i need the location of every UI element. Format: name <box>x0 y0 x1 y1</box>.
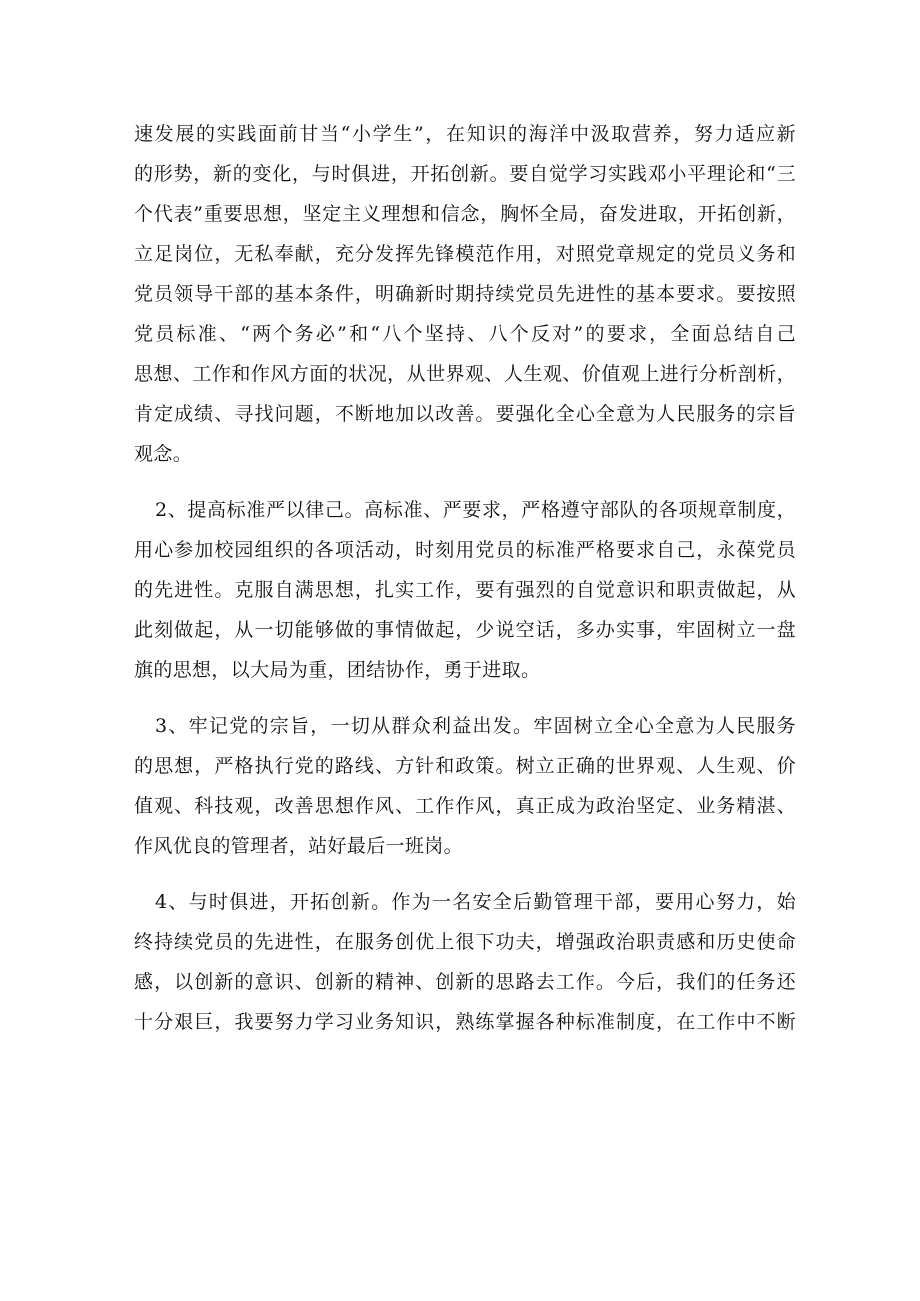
text-line: 速发展的实践面前甘当“小学生”，在知识的海洋中汲取营养，努力适应新 <box>134 123 796 145</box>
paragraph-gap <box>134 866 796 882</box>
text-line: 的形势，新的变化，与时俱进，开拓创新。要自觉学习实践邓小平理论和“三 <box>134 163 796 185</box>
paragraph-gap <box>134 474 796 490</box>
paragraph <box>134 490 796 690</box>
text-line: 用心参加校园组织的各项活动，时刻用党员的标准严格要求自己，永葆党员 <box>134 539 796 561</box>
text-line: 立足岗位，无私奉献，充分发挥先锋模范作用，对照党章规定的党员义务和 <box>134 243 796 265</box>
text-line: 终持续党员的先进性，在服务创优上很下功夫，增强政治职责感和历史使命 <box>134 931 796 953</box>
text-line: 肯定成绩、寻找问题，不断地加以改善。要强化全心全意为人民服务的宗旨 <box>134 403 796 425</box>
text-line: 感，以创新的意识、创新的精神、创新的思路去工作。今后，我们的任务还 <box>134 971 796 993</box>
paragraph <box>134 706 796 866</box>
text-line: 党员领导干部的基本条件，明确新时期持续党员先进性的基本要求。要按照 <box>134 283 796 305</box>
text-line: 2、提高标准严以律己。高标准、严要求，严格遵守部队的各项规章制度， <box>155 499 796 521</box>
text-line: 的思想，严格执行党的路线、方针和政策。树立正确的世界观、人生观、价 <box>134 755 796 777</box>
text-line: 旗的思想，以大局为重，团结协作，勇于进取。 <box>134 659 541 681</box>
paragraph-gap <box>134 690 796 706</box>
text-line: 个代表”重要思想，坚定主义理想和信念，胸怀全局，奋发进取，开拓创新， <box>134 203 796 225</box>
text-line: 十分艰巨，我要努力学习业务知识，熟练掌握各种标准制度，在工作中不断 <box>134 1011 796 1033</box>
text-line: 4、与时俱进，开拓创新。作为一名安全后勤管理干部，要用心努力，始 <box>155 891 796 913</box>
paragraph <box>134 114 796 474</box>
text-line: 作风优良的管理者，站好最后一班岗。 <box>134 835 463 857</box>
text-line: 观念。 <box>134 443 193 465</box>
text-line: 思想、工作和作风方面的状况，从世界观、人生观、价值观上进行分析剖析， <box>134 363 796 385</box>
paragraph <box>134 882 796 1042</box>
text-line: 的先进性。克服自满思想，扎实工作，要有强烈的自觉意识和职责做起，从 <box>134 579 796 601</box>
text-line: 此刻做起，从一切能够做的事情做起，少说空话，多办实事，牢固树立一盘 <box>134 619 796 641</box>
body-text <box>134 114 796 1042</box>
text-line: 3、牢记党的宗旨，一切从群众利益出发。牢固树立全心全意为人民服务 <box>155 715 796 737</box>
text-line: 值观、科技观，改善思想作风、工作作风，真正成为政治坚定、业务精湛、 <box>134 795 796 817</box>
text-line: 党员标准、“两个务必”和“八个坚持、八个反对”的要求，全面总结自己 <box>134 323 796 345</box>
